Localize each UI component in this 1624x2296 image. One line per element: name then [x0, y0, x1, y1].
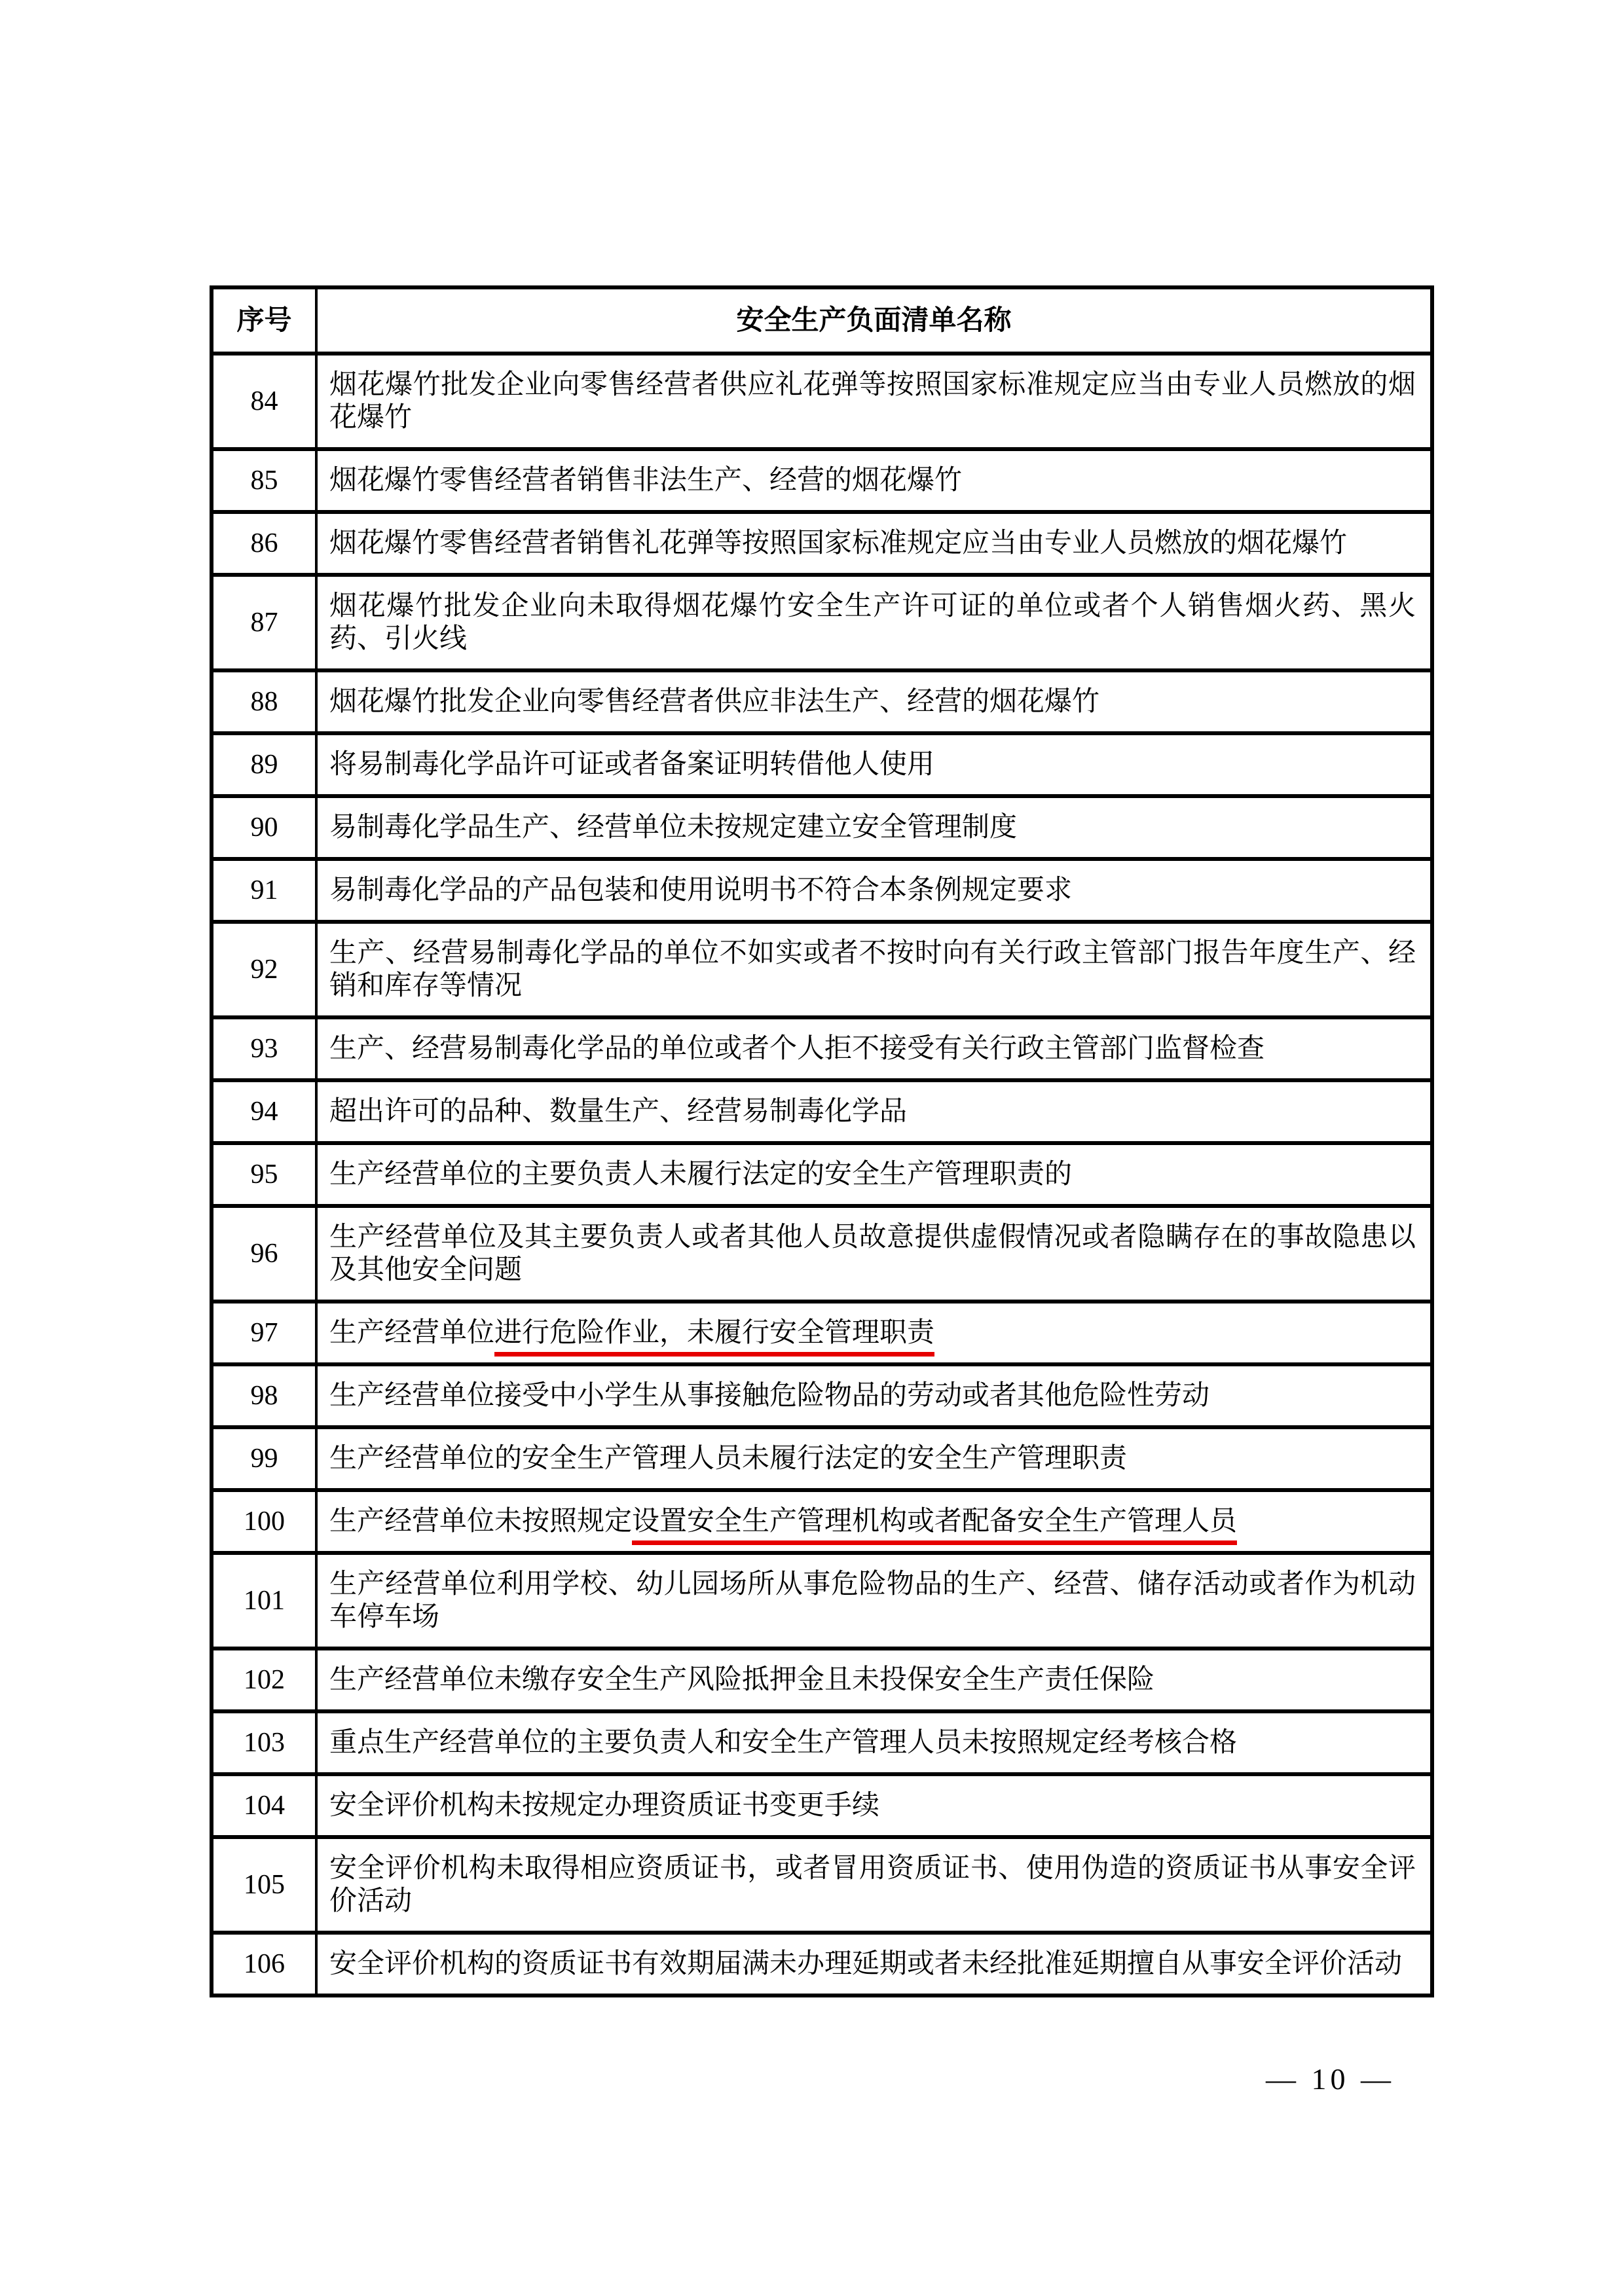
table-row — [212, 1774, 1432, 1837]
table-row — [212, 1427, 1432, 1490]
row-text: 重点生产经营单位的主要负责人和安全生产管理人员未按照规定经考核合格 — [329, 1727, 1238, 1758]
safety-production-negative-list-table — [210, 285, 1434, 1997]
row-text: 安全评价机构未按规定办理资质证书变更手续 — [329, 1790, 880, 1821]
row-content-cell — [316, 1206, 1432, 1302]
table-row — [212, 449, 1432, 512]
row-content-cell — [316, 512, 1432, 575]
row-number-cell: 95 — [212, 1143, 316, 1206]
row-content-cell — [316, 1553, 1432, 1649]
row-text: 安全评价机构未取得相应资质证书，或者冒用资质证书、使用伪造的资质证书从事安全评价活动 — [329, 1853, 1416, 1916]
row-text: 烟花爆竹零售经营者销售非法生产、经营的烟花爆竹 — [329, 465, 963, 496]
row-number-cell: 92 — [212, 922, 316, 1017]
row-text: 烟花爆竹批发企业向未取得烟花爆竹安全生产许可证的单位或者个人销售烟火药、黑火药、引火线 — [329, 591, 1416, 654]
row-content-cell — [316, 1143, 1432, 1206]
table-row — [212, 859, 1432, 922]
red-underlined-text: 进行危险作业，未履行安全管理职责 — [494, 1318, 934, 1357]
page-number: — 10 — — [1266, 2062, 1395, 2096]
row-number-cell: 87 — [212, 575, 316, 670]
row-number-cell: 94 — [212, 1080, 316, 1143]
table-row — [212, 1711, 1432, 1774]
row-content-cell — [316, 1774, 1432, 1837]
row-content-cell — [316, 1649, 1432, 1711]
table-row — [212, 922, 1432, 1017]
row-number-cell: 99 — [212, 1427, 316, 1490]
row-text: 生产经营单位未缴存安全生产风险抵押金且未投保安全生产责任保险 — [329, 1664, 1155, 1695]
row-number-cell: 98 — [212, 1364, 316, 1427]
row-text: 易制毒化学品的产品包装和使用说明书不符合本条例规定要求 — [329, 875, 1073, 905]
table-row — [212, 733, 1432, 796]
table-row — [212, 1143, 1432, 1206]
row-text: 生产经营单位的安全生产管理人员未履行法定的安全生产管理职责 — [329, 1443, 1128, 1474]
row-number-cell: 89 — [212, 733, 316, 796]
row-number-cell: 100 — [212, 1490, 316, 1553]
table-row — [212, 354, 1432, 449]
table-row — [212, 1206, 1432, 1302]
table-header — [212, 287, 1432, 354]
row-number-cell: 96 — [212, 1206, 316, 1302]
row-number-cell: 85 — [212, 449, 316, 512]
row-number-cell: 105 — [212, 1837, 316, 1933]
row-number-cell: 101 — [212, 1553, 316, 1649]
table-body — [212, 354, 1432, 1995]
table-row — [212, 1017, 1432, 1080]
row-number-cell: 86 — [212, 512, 316, 575]
row-content-cell — [316, 1080, 1432, 1143]
row-content-cell — [316, 670, 1432, 733]
row-content-cell — [316, 1364, 1432, 1427]
table-row — [212, 575, 1432, 670]
row-content-cell — [316, 1427, 1432, 1490]
row-content-cell — [316, 575, 1432, 670]
table-row — [212, 1302, 1432, 1364]
row-content-cell — [316, 1837, 1432, 1933]
row-text: 生产经营单位 — [329, 1317, 495, 1348]
row-content-cell — [316, 1711, 1432, 1774]
row-number-cell: 93 — [212, 1017, 316, 1080]
header-cell-index: 序号 — [212, 287, 316, 354]
row-content-cell — [316, 449, 1432, 512]
row-text: 生产经营单位利用学校、幼儿园场所从事危险物品的生产、经营、储存活动或者作为机动车停车场 — [329, 1569, 1416, 1632]
row-number-cell: 91 — [212, 859, 316, 922]
row-text: 烟花爆竹零售经营者销售礼花弹等按照国家标准规定应当由专业人员燃放的烟花爆竹 — [329, 528, 1348, 558]
row-text: 生产经营单位未按照规定 — [329, 1506, 633, 1537]
table-row — [212, 1490, 1432, 1553]
row-text: 生产、经营易制毒化学品的单位不如实或者不按时向有关行政主管部门报告年度生产、经销和库存等情况 — [329, 938, 1416, 1001]
row-content-cell — [316, 859, 1432, 922]
row-number-cell: 104 — [212, 1774, 316, 1837]
row-content-cell — [316, 1933, 1432, 1995]
row-number-cell: 106 — [212, 1933, 316, 1995]
header-cell-list-name: 安全生产负面清单名称 — [316, 287, 1432, 354]
table-row — [212, 1080, 1432, 1143]
row-content-cell — [316, 733, 1432, 796]
row-content-cell — [316, 1017, 1432, 1080]
row-text: 生产、经营易制毒化学品的单位或者个人拒不接受有关行政主管部门监督检查 — [329, 1033, 1265, 1064]
table-row — [212, 796, 1432, 859]
row-content-cell — [316, 354, 1432, 449]
header-row — [212, 287, 1432, 354]
table-row — [212, 1553, 1432, 1649]
row-number-cell: 102 — [212, 1649, 316, 1711]
row-content-cell — [316, 796, 1432, 859]
table-row — [212, 1364, 1432, 1427]
row-text: 烟花爆竹批发企业向零售经营者供应礼花弹等按照国家标准规定应当由专业人员燃放的烟花爆竹 — [329, 369, 1416, 433]
row-number-cell: 84 — [212, 354, 316, 449]
table-row — [212, 512, 1432, 575]
red-underlined-text: 设置安全生产管理机构或者配备安全生产管理人员 — [632, 1506, 1237, 1545]
row-text: 生产经营单位接受中小学生从事接触危险物品的劳动或者其他危险性劳动 — [329, 1380, 1210, 1411]
row-text: 将易制毒化学品许可证或者备案证明转借他人使用 — [329, 749, 935, 780]
row-text: 生产经营单位及其主要负责人或者其他人员故意提供虚假情况或者隐瞒存在的事故隐患以及其他安全问题 — [329, 1222, 1416, 1285]
row-number-cell: 97 — [212, 1302, 316, 1364]
table-row — [212, 670, 1432, 733]
row-number-cell: 103 — [212, 1711, 316, 1774]
row-content-cell — [316, 1490, 1432, 1553]
row-text: 安全评价机构的资质证书有效期届满未办理延期或者未经批准延期擅自从事安全评价活动 — [329, 1948, 1403, 1979]
table-row — [212, 1933, 1432, 1995]
row-content-cell — [316, 922, 1432, 1017]
table-row — [212, 1837, 1432, 1933]
table-row — [212, 1649, 1432, 1711]
row-number-cell: 90 — [212, 796, 316, 859]
row-text: 生产经营单位的主要负责人未履行法定的安全生产管理职责的 — [329, 1159, 1073, 1190]
row-content-cell — [316, 1302, 1432, 1364]
row-text: 烟花爆竹批发企业向零售经营者供应非法生产、经营的烟花爆竹 — [329, 686, 1100, 717]
row-number-cell: 88 — [212, 670, 316, 733]
row-text: 易制毒化学品生产、经营单位未按规定建立安全管理制度 — [329, 812, 1018, 843]
row-text: 超出许可的品种、数量生产、经营易制毒化学品 — [329, 1096, 908, 1127]
